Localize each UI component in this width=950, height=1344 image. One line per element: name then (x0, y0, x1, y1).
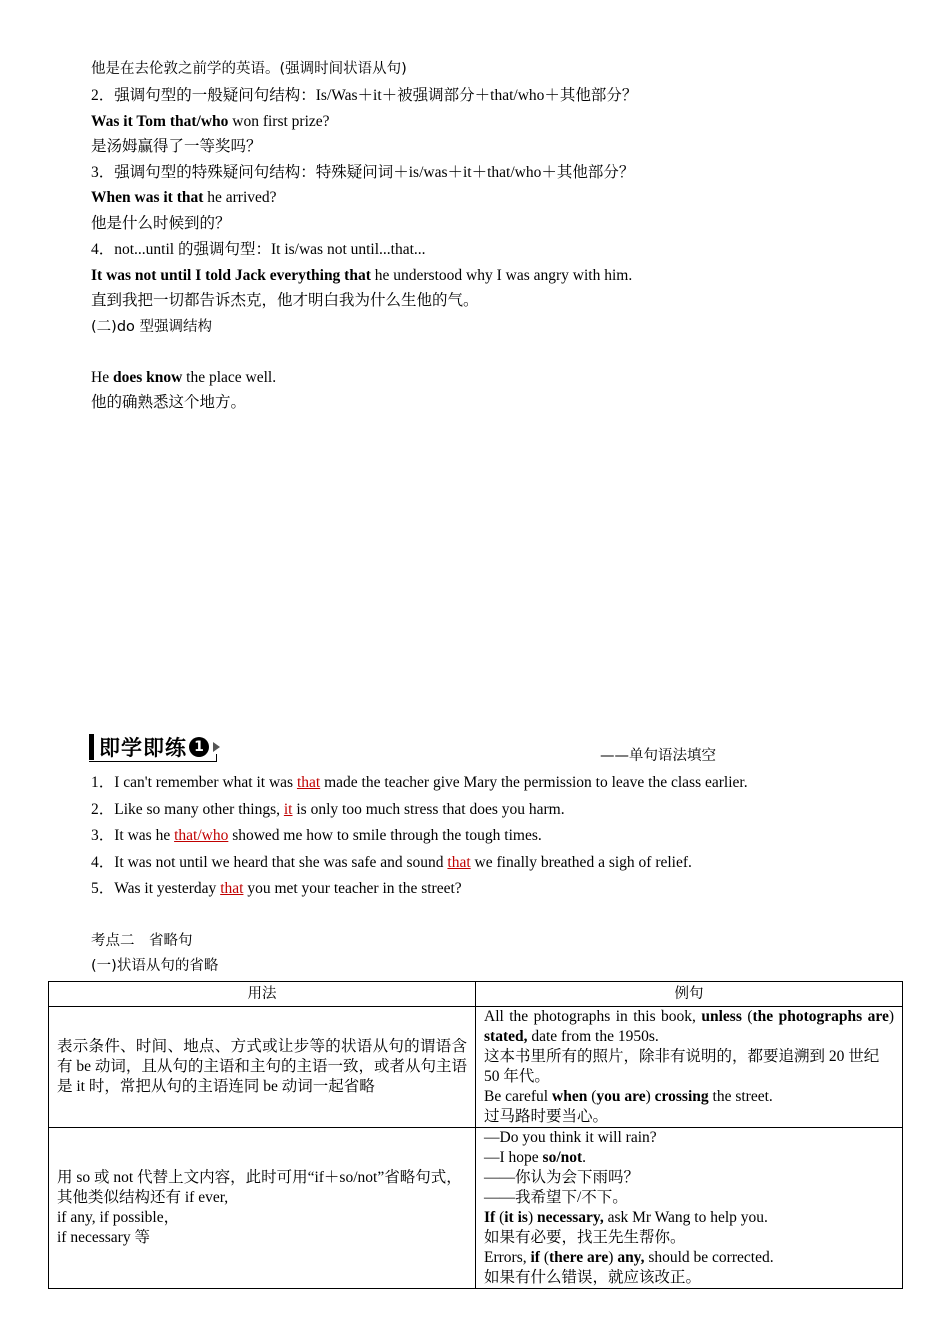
row2-example-4: ——我希望下/不下。 (484, 1189, 628, 1206)
row2-example-6: 如果有必要，找王先生帮你。 (484, 1229, 686, 1246)
bold-text: the photographs are (752, 1008, 889, 1025)
row2-example-1: —Do you think it will rain? (484, 1129, 657, 1146)
item-text: 2．Like so many other things, (91, 801, 284, 818)
grammar-point-4: 4．not...until 的强调句型：It is/was not until...that... (91, 241, 426, 258)
triangle-arrow-icon (213, 742, 220, 752)
row1-example-4: 过马路时要当心。 (484, 1108, 609, 1125)
emphasis: does know (112, 369, 183, 386)
banner-underline (89, 761, 217, 762)
grammar-translation-4: 直到我把一切都告诉杰克，他才明白我为什么生他的气。 (91, 292, 479, 309)
ellipsis-table (48, 981, 903, 1289)
text: ( (539, 1249, 550, 1266)
bold-text: there are (549, 1249, 609, 1266)
grammar-example-3 (91, 187, 277, 209)
practice-banner (89, 732, 220, 762)
text: Be careful (484, 1088, 552, 1105)
number-circle-icon: 1 (189, 737, 209, 757)
row2-example-8: 如果有什么错误，就应该改正。 (484, 1269, 702, 1286)
text: ask Mr Wang to help you. (603, 1209, 768, 1226)
header-example: 例句 (476, 982, 903, 1007)
answer-blank: it (283, 801, 293, 818)
bold-text: unless (701, 1008, 742, 1025)
grammar-translation-2: 是汤姆赢得了一等奖吗？ (91, 138, 262, 155)
practice-item (91, 852, 692, 874)
text: ( (741, 1008, 753, 1025)
grammar-line-1: 他是在去伦敦之前学的英语。(强调时间状语从句) (91, 61, 407, 77)
section-2-title: 考点二 省略句 (91, 933, 193, 949)
example-start: He (91, 369, 113, 386)
example-rest: the place well. (182, 369, 277, 386)
practice-item (91, 878, 462, 900)
text: ( (495, 1209, 505, 1226)
row2-example-7 (484, 1248, 894, 1268)
text: All the photographs in this book, (484, 1008, 702, 1025)
text: ( (587, 1088, 597, 1105)
example-rest: he arrived? (203, 189, 277, 206)
row1-example-1 (484, 1007, 894, 1047)
answer-blank: that/who (174, 827, 229, 844)
section-2-subtitle: (一)状语从句的省略 (91, 958, 219, 974)
bold-text: so/not (542, 1149, 583, 1166)
emphasis: When was it that (91, 189, 204, 206)
item-text: you met your teacher in the street? (243, 880, 462, 897)
example-rest: won first prize? (228, 113, 330, 130)
answer-blank: that (220, 880, 244, 897)
row1-example-3 (484, 1087, 894, 1107)
grammar-example-2 (91, 111, 330, 133)
row2-usage-3: if necessary 等 (57, 1229, 150, 1246)
grammar-example-4 (91, 265, 632, 287)
item-text: made the teacher give Mary the permission to leave the class earlier. (320, 774, 748, 791)
item-text: 4．It was not until we heard that she was safe and sound (91, 854, 448, 871)
item-text: 5．Was it yesterday (91, 880, 221, 897)
practice-item (91, 772, 748, 794)
bold-text: any, (617, 1249, 645, 1266)
bold-text: If (484, 1209, 496, 1226)
practice-subtitle: ——单句语法填空 (600, 748, 716, 764)
section-do-emphasis: (二)do 型强调结构 (91, 319, 212, 335)
text: the street. (708, 1088, 773, 1105)
grammar-point-2: 2．强调句型的一般疑问句结构：Is/Was＋it＋被强调部分＋that/who＋其他部分？ (91, 87, 638, 104)
item-text: 1．I can't remember what it was (91, 774, 297, 791)
bold-text: necessary, (536, 1209, 604, 1226)
row2-usage-1: 用 so 或 not 代替上文内容，此时可用“if＋so/not”省略句式，其他类似结构还有 if ever, (57, 1169, 462, 1206)
answer-blank: that (447, 854, 471, 871)
bold-text: it is (504, 1209, 528, 1226)
text: ) (645, 1088, 655, 1105)
row1-example-2: 这本书里所有的照片，除非有说明的，都要追溯到 20 世纪 50 年代。 (484, 1048, 880, 1085)
text: —I hope (484, 1149, 543, 1166)
row2-example-5 (484, 1208, 894, 1228)
row2-example-3: ——你认为会下雨吗？ (484, 1169, 640, 1186)
text: Errors, (484, 1249, 531, 1266)
text: ) (527, 1209, 537, 1226)
item-text: is only too much stress that does you harm. (292, 801, 565, 818)
text: ) (608, 1249, 618, 1266)
grammar-translation-do: 他的确熟悉这个地方。 (91, 394, 247, 411)
header-usage: 用法 (49, 982, 476, 1007)
text: should be corrected. (644, 1249, 774, 1266)
bold-text: when (552, 1088, 588, 1105)
bold-text: if (530, 1249, 540, 1266)
bold-text: stated, (484, 1028, 528, 1045)
banner-bar (89, 734, 94, 760)
practice-item (91, 825, 542, 847)
bold-text: you are (596, 1088, 646, 1105)
item-text: showed me how to smile through the tough times. (228, 827, 542, 844)
grammar-example-do (91, 367, 276, 389)
banner-title: 即学即练 (99, 736, 187, 760)
item-text: 3．It was he (91, 827, 175, 844)
text: date from the 1950s. (527, 1028, 659, 1045)
row2-usage-2: if any, if possible， (57, 1209, 180, 1226)
grammar-translation-3: 他是什么时候到的？ (91, 215, 231, 232)
grammar-point-3: 3．强调句型的特殊疑问句结构：特殊疑问词＋is/was＋it＋that/who＋其他部分？ (91, 164, 635, 181)
practice-item (91, 799, 565, 821)
row1-examples (476, 1007, 903, 1128)
text: ) (888, 1008, 894, 1025)
emphasis: Was it Tom that/who (91, 113, 229, 130)
bold-text: crossing (654, 1088, 709, 1105)
example-rest: he understood why I was angry with him. (370, 267, 633, 284)
row2-usage (49, 1128, 476, 1289)
emphasis: It was not until I told Jack everything that (91, 267, 371, 284)
row1-usage: 表示条件、时间、地点、方式或让步等的状语从句的谓语含有 be 动词，且从句的主语和主句的主语一致，或者从句主语是 it 时，常把从句的主语连同 be 动词一起省略 (49, 1007, 476, 1128)
row2-example-2 (484, 1148, 894, 1168)
banner-tick (216, 754, 217, 762)
item-text: we finally breathed a sigh of relief. (470, 854, 692, 871)
text: . (582, 1149, 587, 1166)
answer-blank: that (296, 774, 321, 791)
row2-examples (476, 1128, 903, 1289)
